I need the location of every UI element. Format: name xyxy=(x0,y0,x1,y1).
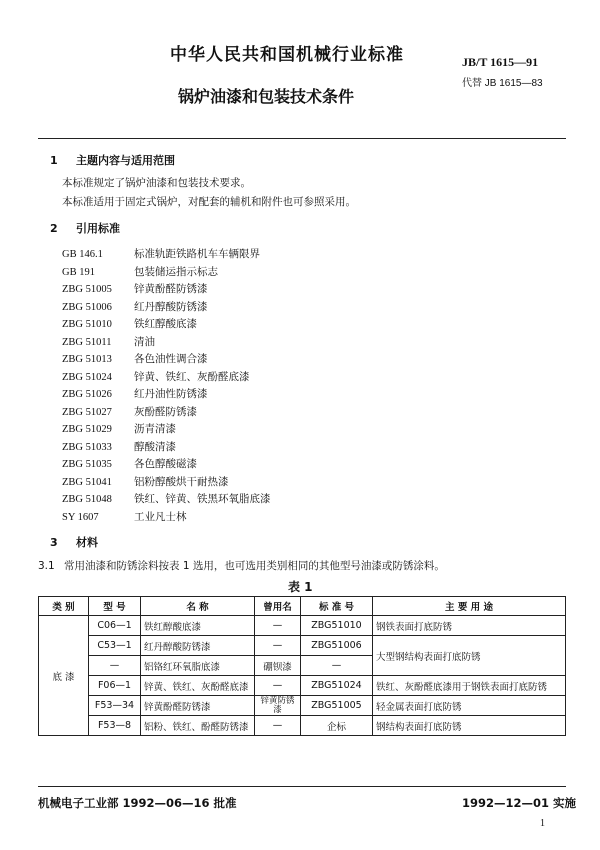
reference-code: ZBG 51027 xyxy=(62,406,112,418)
reference-title: 各色油性调合漆 xyxy=(134,353,208,365)
page-number: 1 xyxy=(540,818,545,829)
section-title: 主题内容与适用范围 xyxy=(76,154,175,167)
former-name-cell: 硼钡漆 xyxy=(255,656,301,676)
model-cell: F06—1 xyxy=(89,676,141,696)
model-cell: F53—34 xyxy=(89,696,141,716)
section-3-heading xyxy=(50,534,98,550)
name-cell: 铝粉、铁红、酚醛防锈漆 xyxy=(141,716,255,736)
reference-item xyxy=(62,456,271,474)
paint-materials-table xyxy=(38,596,566,736)
reference-code: GB 146.1 xyxy=(62,249,103,260)
former-name-cell: 锌黄防锈漆 xyxy=(255,696,301,716)
reference-item xyxy=(62,474,271,492)
name-cell: 锌黄酚醛防锈漆 xyxy=(141,696,255,716)
former-name-cell: — xyxy=(255,616,301,636)
category-cell: 底 漆 xyxy=(39,616,89,736)
reference-item xyxy=(62,491,271,509)
reference-code: ZBG 51041 xyxy=(62,476,112,488)
standard-code: JB/T 1615—91 xyxy=(462,55,539,69)
section-number: 2 xyxy=(50,222,58,235)
use-cell: 钢铁表面打底防锈 xyxy=(373,616,566,636)
use-cell: 大型钢结构表面打底防锈 xyxy=(373,636,566,676)
table-row xyxy=(39,616,566,636)
reference-title: 标准轨距铁路机车车辆限界 xyxy=(134,248,260,260)
table-header-row xyxy=(39,597,566,616)
approval-note: 机械电子工业部 1992—06—16 批准 xyxy=(38,796,237,810)
model-cell: F53—8 xyxy=(89,716,141,736)
reference-title: 清油 xyxy=(134,335,155,348)
former-name-cell: — xyxy=(255,636,301,656)
clause-number: 3.1 xyxy=(38,560,55,572)
section-title: 材料 xyxy=(76,536,98,549)
name-cell: 锌黄、铁红、灰酚醛底漆 xyxy=(141,676,255,696)
reference-code: ZBG 51013 xyxy=(62,354,112,365)
reference-title: 红丹油性防锈漆 xyxy=(134,388,208,400)
reference-item xyxy=(62,334,271,352)
model-cell: C53—1 xyxy=(89,636,141,656)
section-title: 引用标准 xyxy=(76,222,120,235)
reference-code: ZBG 51029 xyxy=(62,424,112,435)
reference-title: 红丹醇酸防锈漆 xyxy=(134,300,208,313)
reference-item xyxy=(62,299,271,317)
section-1-heading xyxy=(50,152,175,168)
reference-code: ZBG 51011 xyxy=(62,336,112,348)
reference-item xyxy=(62,386,271,404)
reference-title: 铁红醇酸底漆 xyxy=(134,318,197,330)
section-number: 3 xyxy=(50,536,58,549)
model-cell: C06—1 xyxy=(89,616,141,636)
use-cell: 钢结构表面打底防锈 xyxy=(373,716,566,736)
reference-item xyxy=(62,439,271,457)
reference-item xyxy=(62,369,271,387)
reference-code: ZBG 51033 xyxy=(62,441,112,453)
column-header: 名 称 xyxy=(141,597,255,616)
column-header: 标 准 号 xyxy=(301,597,373,616)
effective-date: 1992—12—01 实施 xyxy=(462,796,577,810)
reference-item xyxy=(62,351,271,369)
reference-title: 铁红、锌黄、铁黑环氧脂底漆 xyxy=(134,493,271,505)
reference-item xyxy=(62,421,271,439)
standard-cell: ZBG51010 xyxy=(301,616,373,636)
reference-title: 铝粉醇酸烘干耐热漆 xyxy=(134,475,229,488)
name-cell: 铝铬红环氧脂底漆 xyxy=(141,656,255,676)
table-row xyxy=(39,696,566,716)
column-header: 主 要 用 途 xyxy=(373,597,566,616)
reference-title: 锌黄酚醛防锈漆 xyxy=(134,283,208,295)
standard-cell: ZBG51006 xyxy=(301,636,373,656)
former-name-cell: — xyxy=(255,676,301,696)
reference-list xyxy=(62,246,271,526)
reference-title: 工业凡士林 xyxy=(134,510,187,523)
standard-cell: — xyxy=(301,656,373,676)
reference-code: ZBG 51026 xyxy=(62,389,112,400)
reference-title: 各色醇酸磁漆 xyxy=(134,458,197,470)
name-cell: 铁红醇酸底漆 xyxy=(141,616,255,636)
reference-item xyxy=(62,316,271,334)
reference-code: ZBG 51035 xyxy=(62,459,112,470)
header-divider xyxy=(38,138,566,139)
footer-divider xyxy=(38,786,566,787)
reference-title: 沥青清漆 xyxy=(134,423,176,435)
standard-cell: 企标 xyxy=(301,716,373,736)
reference-title: 灰酚醛防锈漆 xyxy=(134,405,197,418)
reference-code: SY 1607 xyxy=(62,511,99,523)
table-caption: 表 1 xyxy=(288,580,313,594)
table-row xyxy=(39,676,566,696)
reference-title: 醇酸清漆 xyxy=(134,440,176,453)
reference-title: 锌黄、铁红、灰酚醛底漆 xyxy=(134,370,250,383)
document-title: 锅炉油漆和包装技术条件 xyxy=(178,87,355,106)
reference-code: ZBG 51024 xyxy=(62,371,112,383)
former-name-cell: — xyxy=(255,716,301,736)
section-1-paragraph: 本标准适用于固定式锅炉，对配套的辅机和附件也可参照采用。 xyxy=(62,196,356,208)
issuing-organization: 中华人民共和国机械行业标准 xyxy=(170,45,404,65)
clause-3-1 xyxy=(38,558,445,573)
column-header: 曾用名 xyxy=(255,597,301,616)
column-header: 型 号 xyxy=(89,597,141,616)
reference-code: ZBG 51006 xyxy=(62,301,112,313)
reference-code: GB 191 xyxy=(62,266,95,278)
reference-item xyxy=(62,404,271,422)
standard-cell: ZBG51024 xyxy=(301,676,373,696)
reference-code: ZBG 51048 xyxy=(62,494,112,505)
reference-item xyxy=(62,281,271,299)
use-cell: 铁红、灰酚醛底漆用于钢铁表面打底防锈 xyxy=(373,676,566,696)
use-cell: 轻金属表面打底防锈 xyxy=(373,696,566,716)
table-row xyxy=(39,636,566,656)
reference-code: ZBG 51005 xyxy=(62,284,112,295)
reference-item xyxy=(62,246,271,264)
reference-item xyxy=(62,509,271,527)
section-2-heading xyxy=(50,220,120,236)
reference-item xyxy=(62,264,271,282)
clause-text: 常用油漆和防锈涂料按表 1 选用，也可选用类别相同的其他型号油漆或防锈涂料。 xyxy=(64,560,445,572)
section-1-paragraph: 本标准规定了锅炉油漆和包装技术要求。 xyxy=(62,177,251,189)
column-header: 类 别 xyxy=(39,597,89,616)
model-cell: — xyxy=(89,656,141,676)
section-number: 1 xyxy=(50,154,58,167)
table-row xyxy=(39,716,566,736)
standard-cell: ZBG51005 xyxy=(301,696,373,716)
replaces-standard: 代替 JB 1615—83 xyxy=(462,78,543,89)
reference-title: 包装储运指示标志 xyxy=(134,265,218,278)
reference-code: ZBG 51010 xyxy=(62,319,112,330)
name-cell: 红丹醇酸防锈漆 xyxy=(141,636,255,656)
